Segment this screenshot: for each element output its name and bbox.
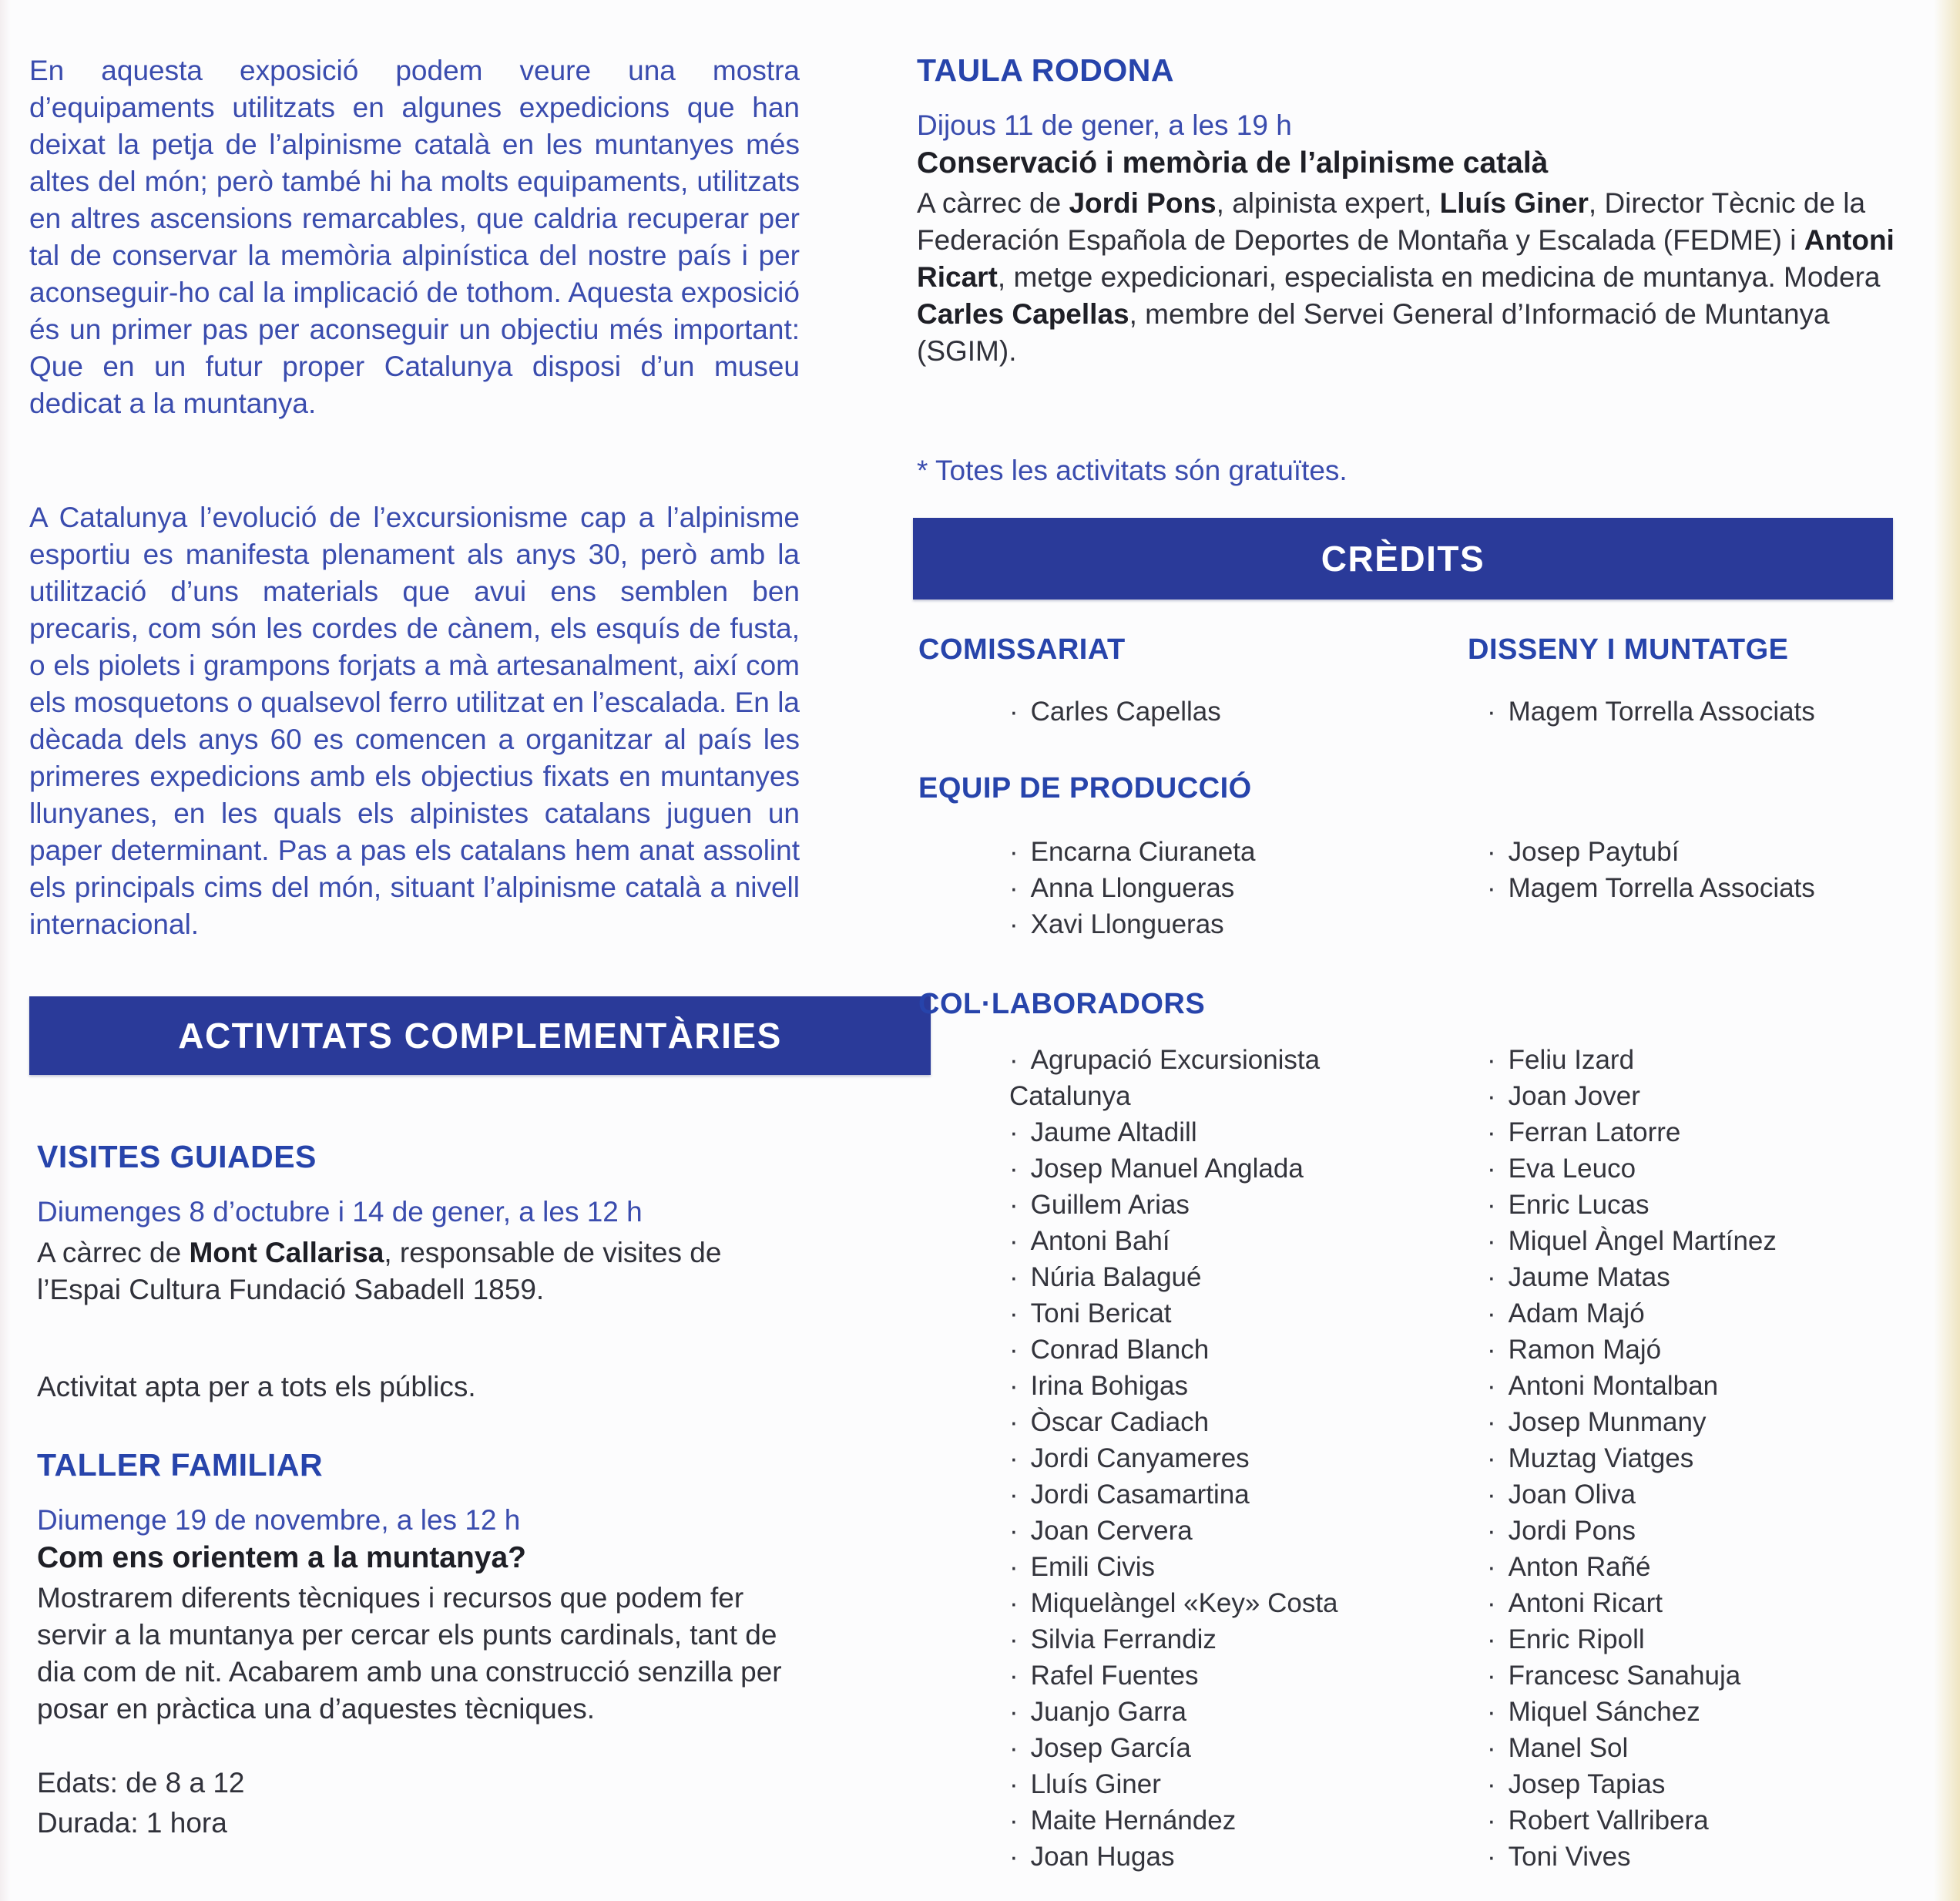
- text-segment: , alpinista expert,: [1216, 187, 1440, 219]
- list-item-label: Josep Tapias: [1508, 1769, 1666, 1799]
- list-item-label: Jordi Casamartina: [1030, 1479, 1250, 1510]
- list-item-label: Antoni Ricart: [1508, 1588, 1663, 1618]
- bullet-dot: ·: [1487, 1552, 1496, 1582]
- bullet-dot: ·: [1487, 1661, 1496, 1691]
- list-item-label: Josep García: [1030, 1733, 1191, 1763]
- list-item: [1009, 870, 1441, 906]
- bullet-dot: ·: [1009, 1154, 1019, 1184]
- list-item-label: Maite Hernández: [1030, 1805, 1237, 1836]
- list-item: [1487, 1404, 1942, 1440]
- bullet-dot: ·: [1009, 1117, 1019, 1147]
- taula-rodona-heading: TAULA RODONA: [917, 52, 1174, 88]
- bullet-dot: ·: [1487, 1733, 1496, 1763]
- bullet-dot: ·: [1487, 1154, 1496, 1184]
- list-item-label: Miquel Sánchez: [1508, 1697, 1700, 1727]
- bullet-dot: ·: [1487, 1769, 1496, 1799]
- bullet-dot: ·: [1487, 1335, 1496, 1365]
- list-item: [1487, 1332, 1942, 1368]
- bullet-dot: ·: [1009, 1516, 1019, 1546]
- bullet-dot: ·: [1487, 1298, 1496, 1328]
- list-item: [1009, 1694, 1425, 1730]
- list-item: [1009, 1295, 1425, 1332]
- bullet-dot: ·: [1009, 837, 1019, 867]
- equip-list-right: [1487, 834, 1942, 906]
- list-item: [1009, 1585, 1425, 1621]
- equip-list-left: [1009, 834, 1441, 942]
- list-item-label: Núria Balagué: [1030, 1262, 1202, 1292]
- list-item: [1487, 1150, 1942, 1187]
- list-item: [1009, 906, 1441, 942]
- bullet-dot: ·: [1487, 1516, 1496, 1546]
- list-item-label: Enric Ripoll: [1508, 1624, 1645, 1654]
- list-item-label: Agrupació Excursionista Catalunya: [1009, 1045, 1321, 1111]
- bullet-dot: ·: [1009, 1805, 1019, 1836]
- list-item-label: Magem Torrella Associats: [1508, 697, 1815, 727]
- list-item-label: Irina Bohigas: [1030, 1371, 1188, 1401]
- bullet-dot: ·: [1487, 1842, 1496, 1872]
- list-item: [1009, 1332, 1425, 1368]
- list-item-label: Josep Paytubí: [1508, 837, 1680, 867]
- intro-paragraph-1: En aquesta exposició podem veure una mostra d’equipaments utilitzats en algunes expedicions que han deixat la petja de l’alpinisme català en les muntanyes més altes del món; però també hi ha molts equipaments, utilitzats en altres ascensions remarcables, que caldria recuperar per tal de conservar la memòria alpinística del nostre país i per aconseguir-ho cal la implicació de tothom. Aquesta exposició és un primer pas per aconseguir un objectiu més important: Que en un futur proper Catalunya disposi d’un museu dedicat a la muntanya.: [29, 55, 800, 419]
- intro-paragraph-2: A Catalunya l’evolució de l’excursionisme cap a l’alpinisme esportiu es manifesta plenament als anys 30, però amb la utilització d’uns materials que avui ens semblen ben precaris, com són les cordes de cànem, els esquís de fusta, o els piolets i grampons forjats a mà artesanalment, així com els mosquetons o qualsevol ferro utilitzat en l’escalada. En la dècada dels anys 60 es comencen a organitzar al país les primeres expedicions amb els objectius fixats en muntanyes llunyanes, en les quals els alpinistes catalans juguen un paper determinant. Pas a pas els catalans hem anat assolint els principals cims del món, situant l’alpinisme català a nivell internacional.: [29, 502, 800, 940]
- taller-duration: Durada: 1 hora: [37, 1807, 227, 1839]
- list-item-label: Jaume Matas: [1508, 1262, 1670, 1292]
- bullet-dot: ·: [1487, 697, 1496, 727]
- text-segment: , metge expedicionari, especialista en medicina de muntanya. Modera: [997, 261, 1881, 293]
- list-item-label: Emili Civis: [1030, 1552, 1156, 1582]
- collaboradors-list-left: [1009, 1042, 1425, 1875]
- bullet-dot: ·: [1487, 1045, 1496, 1075]
- list-item: [1009, 1802, 1425, 1839]
- bullet-dot: ·: [1487, 1081, 1496, 1111]
- bullet-dot: ·: [1009, 1298, 1019, 1328]
- credits-banner-label: CRÈDITS: [1321, 539, 1485, 579]
- list-item: [1009, 1730, 1425, 1766]
- text-segment: , Director Tècnic de la Federación Española de Deportes de Montaña y Escalada (FEDME) i: [917, 187, 1866, 256]
- list-item-label: Josep Munmany: [1508, 1407, 1707, 1437]
- list-item-label: Ferran Latorre: [1508, 1117, 1681, 1147]
- list-item: [1487, 1766, 1942, 1802]
- bullet-dot: ·: [1009, 1407, 1019, 1437]
- list-item: [1009, 694, 1441, 730]
- bullet-dot: ·: [1009, 1552, 1019, 1582]
- list-item: [1487, 1259, 1942, 1295]
- taller-title: Com ens orientem a la muntanya?: [37, 1541, 526, 1574]
- bullet-dot: ·: [1009, 1588, 1019, 1618]
- list-item: [1487, 870, 1942, 906]
- list-item-label: Toni Vives: [1508, 1842, 1631, 1872]
- list-item: [1009, 1259, 1425, 1295]
- bullet-dot: ·: [1487, 873, 1496, 903]
- list-item: [1009, 1839, 1425, 1875]
- bold-name: Jordi Pons: [1069, 187, 1217, 219]
- visites-date-line: Diumenges 8 d’octubre i 14 de gener, a les 12 h: [37, 1196, 643, 1228]
- list-item-label: Miquelàngel «Key» Costa: [1030, 1588, 1338, 1618]
- list-item-label: Anna Llongueras: [1030, 873, 1235, 903]
- bullet-dot: ·: [1009, 1190, 1019, 1220]
- bullet-dot: ·: [1009, 1769, 1019, 1799]
- free-activities-note: * Totes les activitats són gratuïtes.: [917, 455, 1348, 486]
- list-item: [1009, 1187, 1425, 1223]
- bullet-dot: ·: [1487, 1407, 1496, 1437]
- list-item: [1009, 1549, 1425, 1585]
- list-item-label: Jordi Pons: [1508, 1516, 1636, 1546]
- list-item-label: Ramon Majó: [1508, 1335, 1662, 1365]
- list-item-label: Carles Capellas: [1030, 697, 1221, 727]
- list-item: [1009, 1150, 1425, 1187]
- taller-date-line: Diumenge 19 de novembre, a les 12 h: [37, 1504, 521, 1536]
- list-item-label: Joan Hugas: [1030, 1842, 1175, 1872]
- taller-description: Mostrarem diferents tècniques i recursos que podem fer servir a la muntanya per cercar els punts cardinals, tant de dia com de nit. Acabarem amb una construcció senzilla per posar en pràctica una d’aquestes tècniques.: [37, 1582, 782, 1725]
- activities-banner-label: ACTIVITATS COMPLEMENTÀRIES: [178, 1016, 782, 1056]
- list-item-label: Antoni Bahí: [1030, 1226, 1170, 1256]
- disseny-muntatge-heading: DISSENY I MUNTATGE: [1468, 633, 1789, 666]
- list-item: [1009, 1042, 1425, 1114]
- bullet-dot: ·: [1009, 1335, 1019, 1365]
- bold-name: Mont Callarisa: [189, 1237, 384, 1268]
- list-item-label: Jordi Canyameres: [1030, 1443, 1250, 1473]
- list-item-label: Joan Jover: [1508, 1081, 1640, 1111]
- list-item: [1487, 1694, 1942, 1730]
- list-item: [1009, 1766, 1425, 1802]
- list-item: [1487, 1513, 1942, 1549]
- bullet-dot: ·: [1009, 1733, 1019, 1763]
- list-item: [1487, 1187, 1942, 1223]
- collaboradors-heading: COL·LABORADORS: [918, 988, 1206, 1020]
- list-item-label: Joan Cervera: [1030, 1516, 1193, 1546]
- bullet-dot: ·: [1487, 1805, 1496, 1836]
- bullet-dot: ·: [1487, 1190, 1496, 1220]
- bullet-dot: ·: [1487, 1588, 1496, 1618]
- list-item-label: Josep Manuel Anglada: [1030, 1154, 1304, 1184]
- list-item-label: Robert Vallribera: [1508, 1805, 1709, 1836]
- bullet-dot: ·: [1009, 1443, 1019, 1473]
- list-item: [1009, 1114, 1425, 1150]
- list-item-label: Encarna Ciuraneta: [1030, 837, 1256, 867]
- bold-name: Antoni Ricart: [917, 224, 1895, 293]
- list-item: [1487, 834, 1942, 870]
- list-item-label: Silvia Ferrandiz: [1030, 1624, 1217, 1654]
- list-item: [1487, 1114, 1942, 1150]
- list-item-label: Enric Lucas: [1508, 1190, 1650, 1220]
- list-item-label: Antoni Montalban: [1508, 1371, 1719, 1401]
- taula-title: Conservació i memòria de l’alpinisme català: [917, 146, 1549, 180]
- text-segment: A càrrec de: [37, 1237, 190, 1268]
- list-item-label: Feliu Izard: [1508, 1045, 1635, 1075]
- list-item: [1487, 1839, 1942, 1875]
- visites-guiades-heading: VISITES GUIADES: [37, 1139, 317, 1174]
- bold-name: Lluís Giner: [1439, 187, 1589, 219]
- list-item-label: Lluís Giner: [1030, 1769, 1161, 1799]
- taller-familiar-heading: TALLER FAMILIAR: [37, 1447, 324, 1483]
- bullet-dot: ·: [1487, 1479, 1496, 1510]
- list-item: [1487, 1585, 1942, 1621]
- comissariat-heading: COMISSARIAT: [918, 633, 1126, 666]
- bullet-dot: ·: [1487, 1443, 1496, 1473]
- credits-banner: [913, 518, 1893, 600]
- list-item: [1487, 1368, 1942, 1404]
- list-item: [1487, 1476, 1942, 1513]
- list-item: [1487, 1078, 1942, 1114]
- list-item-label: Anton Rañé: [1508, 1552, 1651, 1582]
- taller-ages: Edats: de 8 a 12: [37, 1767, 245, 1799]
- list-item-label: Xavi Llongueras: [1030, 909, 1224, 939]
- list-item-label: Rafel Fuentes: [1030, 1661, 1199, 1691]
- activities-banner: [29, 996, 931, 1075]
- bullet-dot: ·: [1009, 1479, 1019, 1510]
- bullet-dot: ·: [1009, 1661, 1019, 1691]
- list-item-label: Guillem Arias: [1030, 1190, 1190, 1220]
- bullet-dot: ·: [1487, 1262, 1496, 1292]
- disseny-list: [1487, 694, 1942, 730]
- comissariat-list: [1009, 694, 1441, 730]
- list-item-label: Francesc Sanahuja: [1508, 1661, 1741, 1691]
- list-item: [1487, 1549, 1942, 1585]
- list-item: [1487, 1730, 1942, 1766]
- text-segment: , membre del Servei General d’Informació de Muntanya (SGIM).: [917, 298, 1830, 367]
- list-item: [1487, 1440, 1942, 1476]
- list-item: [1009, 1657, 1425, 1694]
- bold-name: Carles Capellas: [917, 298, 1129, 330]
- list-item-label: Eva Leuco: [1508, 1154, 1636, 1184]
- list-item: [1487, 1295, 1942, 1332]
- list-item: [1009, 1621, 1425, 1657]
- list-item: [1487, 1042, 1942, 1078]
- list-item-label: Òscar Cadiach: [1030, 1407, 1210, 1437]
- equip-produccio-heading: EQUIP DE PRODUCCIÓ: [918, 772, 1252, 804]
- bullet-dot: ·: [1487, 1697, 1496, 1727]
- taula-date-line: Dijous 11 de gener, a les 19 h: [917, 109, 1292, 141]
- list-item: [1009, 1440, 1425, 1476]
- list-item: [1487, 1657, 1942, 1694]
- list-item-label: Miquel Àngel Martínez: [1508, 1226, 1777, 1256]
- list-item-label: Muztag Viatges: [1508, 1443, 1694, 1473]
- bullet-dot: ·: [1009, 697, 1019, 727]
- list-item: [1009, 1513, 1425, 1549]
- list-item-label: Adam Majó: [1508, 1298, 1645, 1328]
- list-item-label: Conrad Blanch: [1030, 1335, 1210, 1365]
- text-segment: , responsable de visites de l’Espai Cultura Fundació Sabadell 1859.: [37, 1237, 722, 1305]
- bullet-dot: ·: [1009, 909, 1019, 939]
- list-item: [1487, 694, 1942, 730]
- bullet-dot: ·: [1009, 1624, 1019, 1654]
- list-item-label: Juanjo Garra: [1030, 1697, 1186, 1727]
- bullet-dot: ·: [1009, 1842, 1019, 1872]
- list-item: [1009, 1368, 1425, 1404]
- list-item: [1487, 1802, 1942, 1839]
- bullet-dot: ·: [1009, 1371, 1019, 1401]
- bullet-dot: ·: [1009, 1226, 1019, 1256]
- list-item-label: Jaume Altadill: [1030, 1117, 1197, 1147]
- bullet-dot: ·: [1487, 1117, 1496, 1147]
- text-segment: A càrrec de: [917, 187, 1069, 219]
- list-item: [1009, 1476, 1425, 1513]
- bullet-dot: ·: [1487, 837, 1496, 867]
- bullet-dot: ·: [1009, 1262, 1019, 1292]
- visites-description: [37, 1234, 800, 1308]
- visites-note: Activitat apta per a tots els públics.: [37, 1371, 476, 1402]
- list-item: [1487, 1223, 1942, 1259]
- collaboradors-list-right: [1487, 1042, 1942, 1875]
- bullet-dot: ·: [1487, 1226, 1496, 1256]
- list-item: [1009, 1223, 1425, 1259]
- list-item-label: Joan Oliva: [1508, 1479, 1636, 1510]
- bullet-dot: ·: [1487, 1371, 1496, 1401]
- bullet-dot: ·: [1009, 873, 1019, 903]
- bullet-dot: ·: [1009, 1045, 1019, 1075]
- list-item: [1487, 1621, 1942, 1657]
- list-item: [1009, 1404, 1425, 1440]
- bullet-dot: ·: [1009, 1697, 1019, 1727]
- list-item-label: Toni Bericat: [1030, 1298, 1172, 1328]
- list-item: [1009, 834, 1441, 870]
- list-item-label: Magem Torrella Associats: [1508, 873, 1815, 903]
- scan-edge-left: [0, 0, 11, 1901]
- list-item-label: Manel Sol: [1508, 1733, 1629, 1763]
- bullet-dot: ·: [1487, 1624, 1496, 1654]
- taula-description: [917, 185, 1911, 370]
